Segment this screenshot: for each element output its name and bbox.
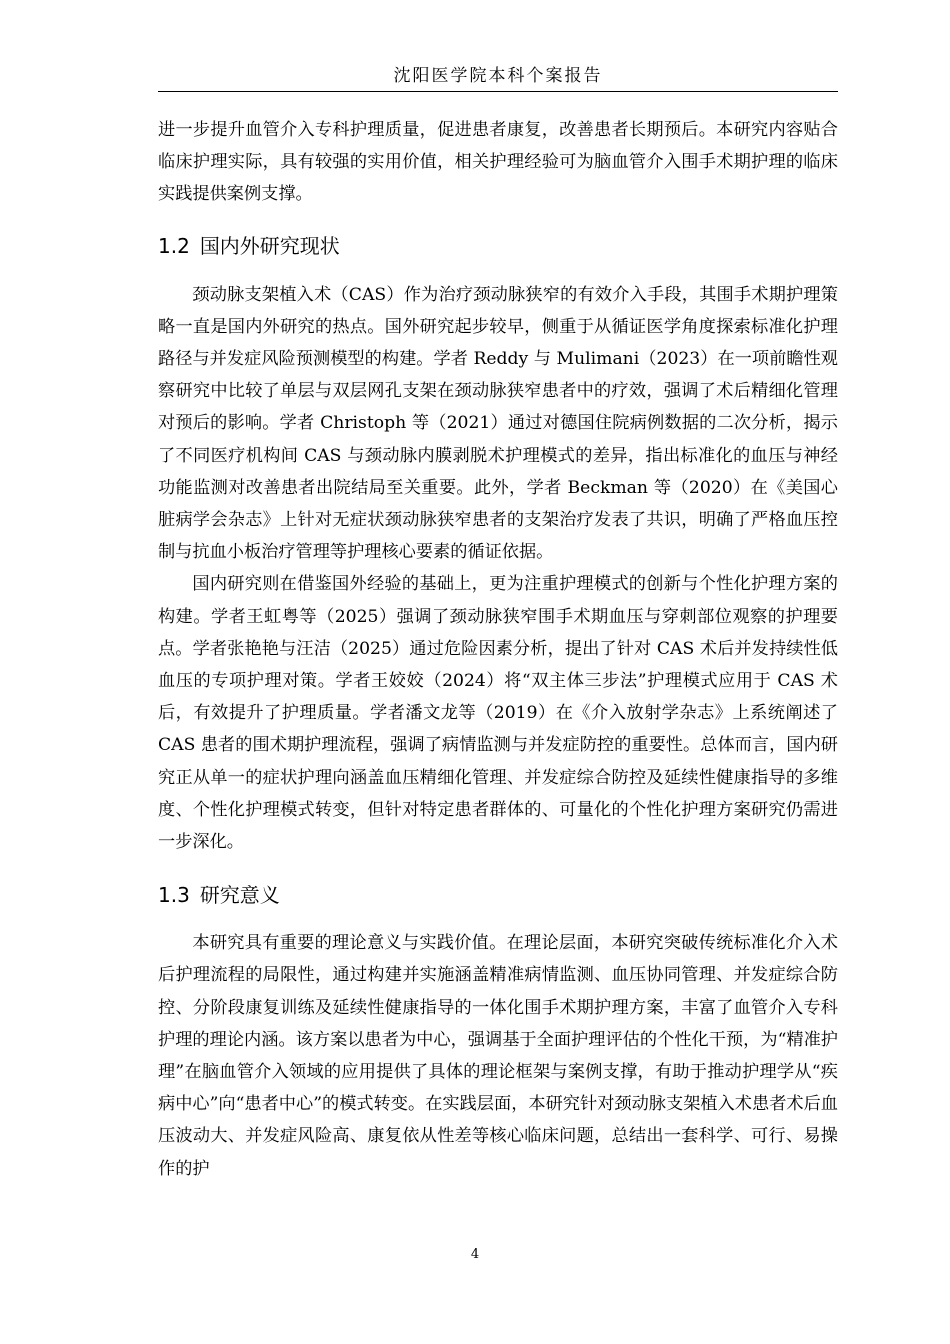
- section-number: 1.3: [158, 883, 190, 908]
- header-rule: [158, 91, 838, 92]
- section-heading-1-2: [158, 231, 838, 261]
- page-content: [158, 114, 838, 1185]
- section-title: 研究意义: [199, 883, 280, 908]
- page-number: 4: [470, 1247, 480, 1262]
- paragraph-foreign-research: 颈动脉支架植入术（CAS）作为治疗颈动脉狭窄的有效介入手段，其围手术期护理策略一直是国内外研究的热点。国外研究起步较早，侧重于从循证医学角度探索标准化护理路径与并发症风险预测模型的构建。学者 Reddy 与 Mulimani（2023）在一项前瞻性观察研究中比较了单层与双层网孔支架在颈动脉狭窄患者中的疗效，强调了术后精细化管理对预后的影响。学者 Christoph 等（2021）通过对德国住院病例数据的二次分析，揭示了不同医疗机构间 CAS 与颈动脉内膜剥脱术护理模式的差异，指出标准化的血压与神经功能监测对改善患者出院结局至关重要。此外，学者 Beckman 等（2020）在《美国心脏病学会杂志》上针对无症状颈动脉狭窄患者的支架治疗发表了共识，明确了严格血压控制与抗血小板治疗管理等护理核心要素的循证依据。: [158, 284, 838, 563]
- section-heading-1-3: [158, 880, 838, 910]
- section-title: 国内外研究现状: [199, 233, 340, 258]
- paragraph-research-significance: 本研究具有重要的理论意义与实践价值。在理论层面，本研究突破传统标准化介入术后护理流程的局限性，通过构建并实施涵盖精准病情监测、血压协同管理、并发症综合防控、分阶段康复训练及延续性健康指导的一体化围手术期护理方案，丰富了血管介入专科护理的理论内涵。该方案以患者为中心，强调基于全面护理评估的个性化干预，为“精准护理”在脑血管介入领域的应用提供了具体的理论框架与案例支撑，有助于推动护理学从“疾病中心”向“患者中心”的模式转变。在实践层面，本研究针对颈动脉支架植入术患者术后血压波动大、并发症风险高、康复依从性差等核心临床问题，总结出一套科学、可行、易操作的护: [158, 933, 838, 1179]
- intro-paragraph: 进一步提升血管介入专科护理质量，促进患者康复，改善患者长期预后。本研究内容贴合临床护理实际，具有较强的实用价值，相关护理经验可为脑血管介入围手术期护理的临床实践提供案例支撑。: [158, 120, 838, 205]
- running-header: 沈阳医学院本科个案报告: [393, 66, 603, 86]
- paragraph-domestic-research: 国内研究则在借鉴国外经验的基础上，更为注重护理模式的创新与个性化护理方案的构建。学者王虹粤等（2025）强调了颈动脉狭窄围手术期血压与穿刺部位观察的护理要点。学者张艳艳与汪洁（2025）通过危险因素分析，提出了针对 CAS 术后并发持续性低血压的专项护理对策。学者王姣姣（2024）将“双主体三步法”护理模式应用于 CAS 术后，有效提升了护理质量。学者潘文龙等（2019）在《介入放射学杂志》上系统阐述了 CAS 患者的围术期护理流程，强调了病情监测与并发症防控的重要性。总体而言，国内研究正从单一的症状护理向涵盖血压精细化管理、并发症综合防控及延续性健康指导的多维度、个性化护理模式转变，但针对特定患者群体的、可量化的个性化护理方案研究仍需进一步深化。: [158, 574, 838, 853]
- section-number: 1.2: [158, 233, 190, 258]
